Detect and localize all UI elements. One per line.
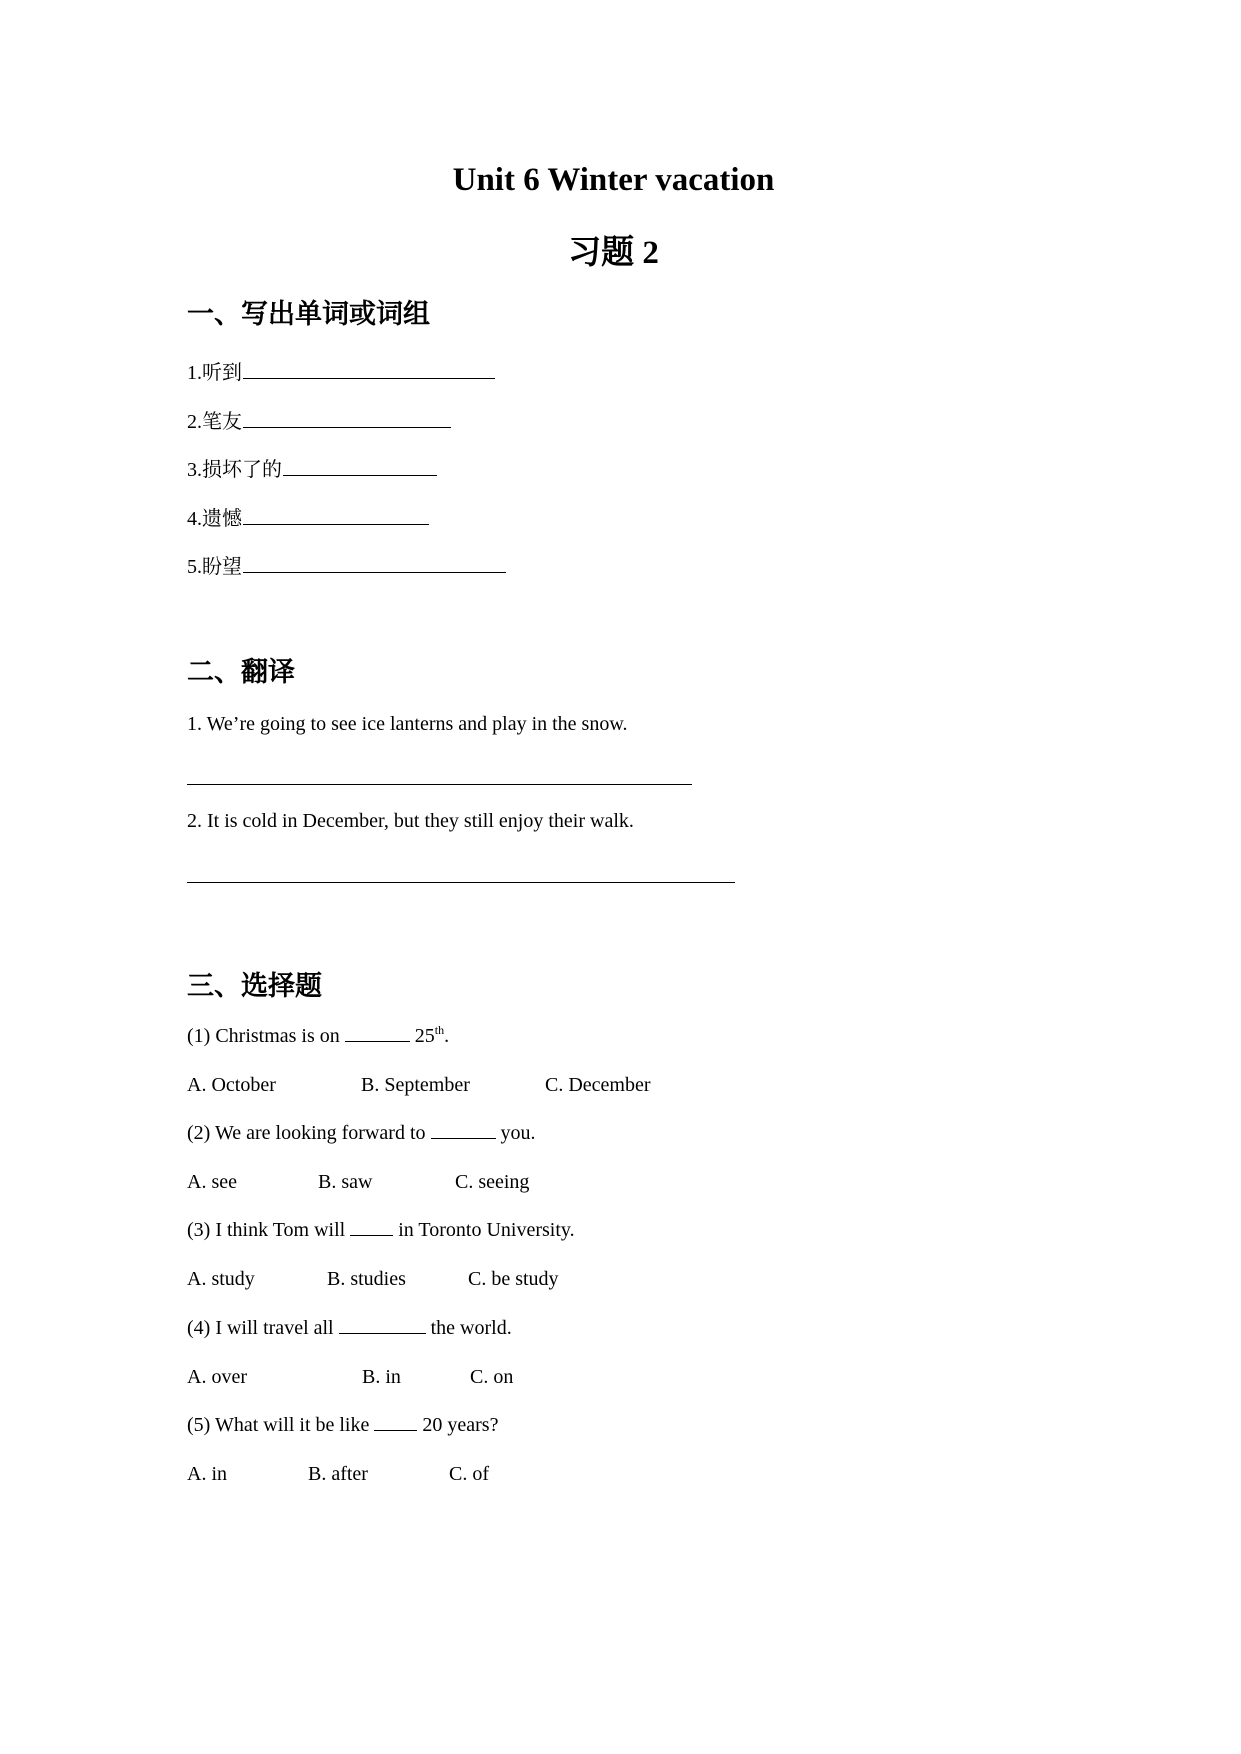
question-text-end: 20 years? [422, 1414, 499, 1436]
vocab-label: 1.听到 [187, 362, 242, 384]
question [187, 1025, 449, 1048]
vocab-label: 4.遗憾 [187, 508, 242, 530]
answer-blank[interactable] [243, 409, 451, 428]
vocab-label: 5.盼望 [187, 556, 242, 578]
question-text: (4) I will travel all [187, 1317, 334, 1339]
option-c[interactable]: C. seeing [455, 1171, 530, 1193]
vocab-item [187, 356, 495, 385]
answer-blank[interactable] [243, 554, 506, 573]
answer-blank[interactable] [243, 506, 429, 525]
question-text: (1) Christmas is on [187, 1025, 340, 1047]
vocab-label: 2.笔友 [187, 411, 242, 433]
vocab-item [187, 453, 437, 482]
option-b[interactable]: B. in [362, 1366, 401, 1388]
option-b[interactable]: B. after [308, 1463, 368, 1485]
question-text-end: 25 [414, 1025, 435, 1047]
question-blank[interactable] [350, 1219, 393, 1236]
option-c[interactable]: C. be study [468, 1268, 559, 1290]
question-text-end: in Toronto University. [398, 1219, 575, 1241]
translation-answer-line[interactable] [187, 784, 692, 785]
option-a[interactable]: A. in [187, 1463, 227, 1485]
answer-blank[interactable] [283, 457, 437, 476]
option-c[interactable]: C. on [470, 1366, 514, 1388]
question [187, 1122, 536, 1145]
question-blank[interactable] [374, 1414, 417, 1431]
title-text: Unit 6 Winter vacation [452, 162, 775, 198]
question-punctuation: . [444, 1025, 450, 1047]
subtitle-text: 习题 2 [568, 235, 659, 271]
option-b[interactable]: B. studies [327, 1268, 406, 1290]
translation-sentence: 1. We’re going to see ice lanterns and play in the snow. [187, 713, 628, 735]
question-text: (2) We are looking forward to [187, 1122, 426, 1144]
option-a[interactable]: A. study [187, 1268, 255, 1290]
option-b[interactable]: B. saw [318, 1171, 373, 1193]
section-heading-vocabulary: 一、写出单词或词组 [187, 299, 430, 330]
option-a[interactable]: A. over [187, 1366, 247, 1388]
document-title [0, 162, 1241, 199]
question [187, 1414, 498, 1437]
vocab-item [187, 405, 451, 434]
question-text: (3) I think Tom will [187, 1219, 346, 1241]
vocab-item [187, 550, 506, 579]
option-a[interactable]: A. see [187, 1171, 237, 1193]
option-c[interactable]: C. December [545, 1074, 651, 1096]
translation-answer-line[interactable] [187, 882, 735, 883]
section-heading-multiple-choice: 三、选择题 [187, 971, 322, 1002]
section-heading-translation: 二、翻译 [187, 657, 295, 688]
question-text: (5) What will it be like [187, 1414, 370, 1436]
document-subtitle [0, 226, 1241, 273]
question-text-end: you. [500, 1122, 536, 1144]
question [187, 1317, 512, 1340]
question-text-end: the world. [430, 1317, 512, 1339]
question-blank[interactable] [339, 1317, 426, 1334]
question-blank[interactable] [431, 1122, 496, 1139]
translation-sentence: 2. It is cold in December, but they still enjoy their walk. [187, 810, 634, 832]
vocab-item [187, 502, 429, 531]
ordinal-suffix: th [434, 1023, 445, 1037]
option-b[interactable]: B. September [361, 1074, 470, 1096]
vocab-label: 3.损坏了的 [187, 459, 282, 481]
option-a[interactable]: A. October [187, 1074, 276, 1096]
question-blank[interactable] [345, 1025, 410, 1042]
option-c[interactable]: C. of [449, 1463, 489, 1485]
answer-blank[interactable] [243, 360, 495, 379]
question [187, 1219, 575, 1242]
